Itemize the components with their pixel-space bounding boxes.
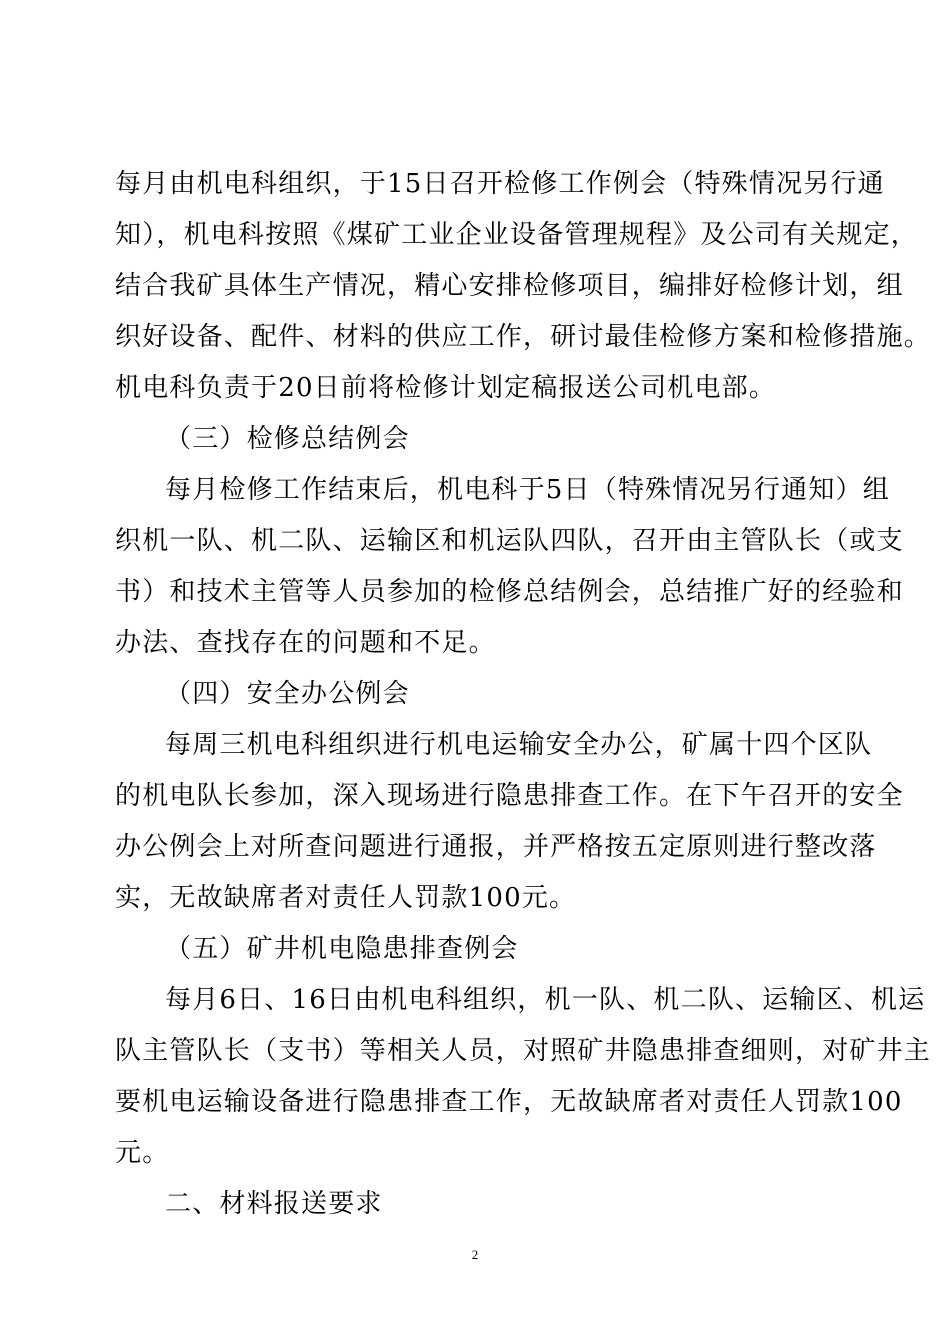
paragraph-line: 办法、查找存在的问题和不足。 [115, 628, 496, 658]
section-heading: （四）安全办公例会 [165, 679, 410, 709]
paragraph-line: 每月由机电科组织，于15日召开检修工作例会（特殊情况另行通 [115, 169, 885, 199]
paragraph-line: 实，无故缺席者对责任人罚款100元。 [115, 883, 577, 913]
paragraph-line: 织机一队、机二队、运输区和机运队四队，召开由主管队长（或支 [115, 526, 904, 556]
section-heading: 二、材料报送要求 [165, 1189, 383, 1219]
paragraph-line: 知），机电科按照《煤矿工业企业设备管理规程》及公司有关规定， [115, 220, 919, 250]
paragraph-line: 元。 [115, 1138, 170, 1168]
section-heading: （五）矿井机电隐患排查例会 [165, 934, 519, 964]
paragraph-line: 的机电队长参加，深入现场进行隐患排查工作。在下午召开的安全 [115, 781, 904, 811]
paragraph-line: 机电科负责于20日前将检修计划定稿报送公司机电部。 [115, 373, 777, 403]
page-number: 2 [471, 1247, 479, 1262]
paragraph-line: 队主管队长（支书）等相关人员，对照矿井隐患排查细则，对矿井主 [115, 1036, 932, 1066]
paragraph-line: 要机电运输设备进行隐患排查工作，无故缺席者对责任人罚款100 [115, 1087, 903, 1117]
paragraph-line: 每月检修工作结束后，机电科于5日（特殊情况另行通知）组 [165, 475, 890, 505]
paragraph-line: 每月6日、16日由机电科组织，机一队、机二队、运输区、机运 [165, 985, 926, 1015]
paragraph-line: 织好设备、配件、材料的供应工作，研讨最佳检修方案和检修措施。 [115, 322, 932, 352]
section-heading: （三）检修总结例会 [165, 424, 410, 454]
paragraph-line: 每周三机电科组织进行机电运输安全办公，矿属十四个区队 [165, 730, 873, 760]
paragraph-line: 结合我矿具体生产情况，精心安排检修项目，编排好检修计划，组 [115, 271, 904, 301]
paragraph-line: 书）和技术主管等人员参加的检修总结例会，总结推广好的经验和 [115, 577, 904, 607]
paragraph-line: 办公例会上对所查问题进行通报，并严格按五定原则进行整改落 [115, 832, 877, 862]
